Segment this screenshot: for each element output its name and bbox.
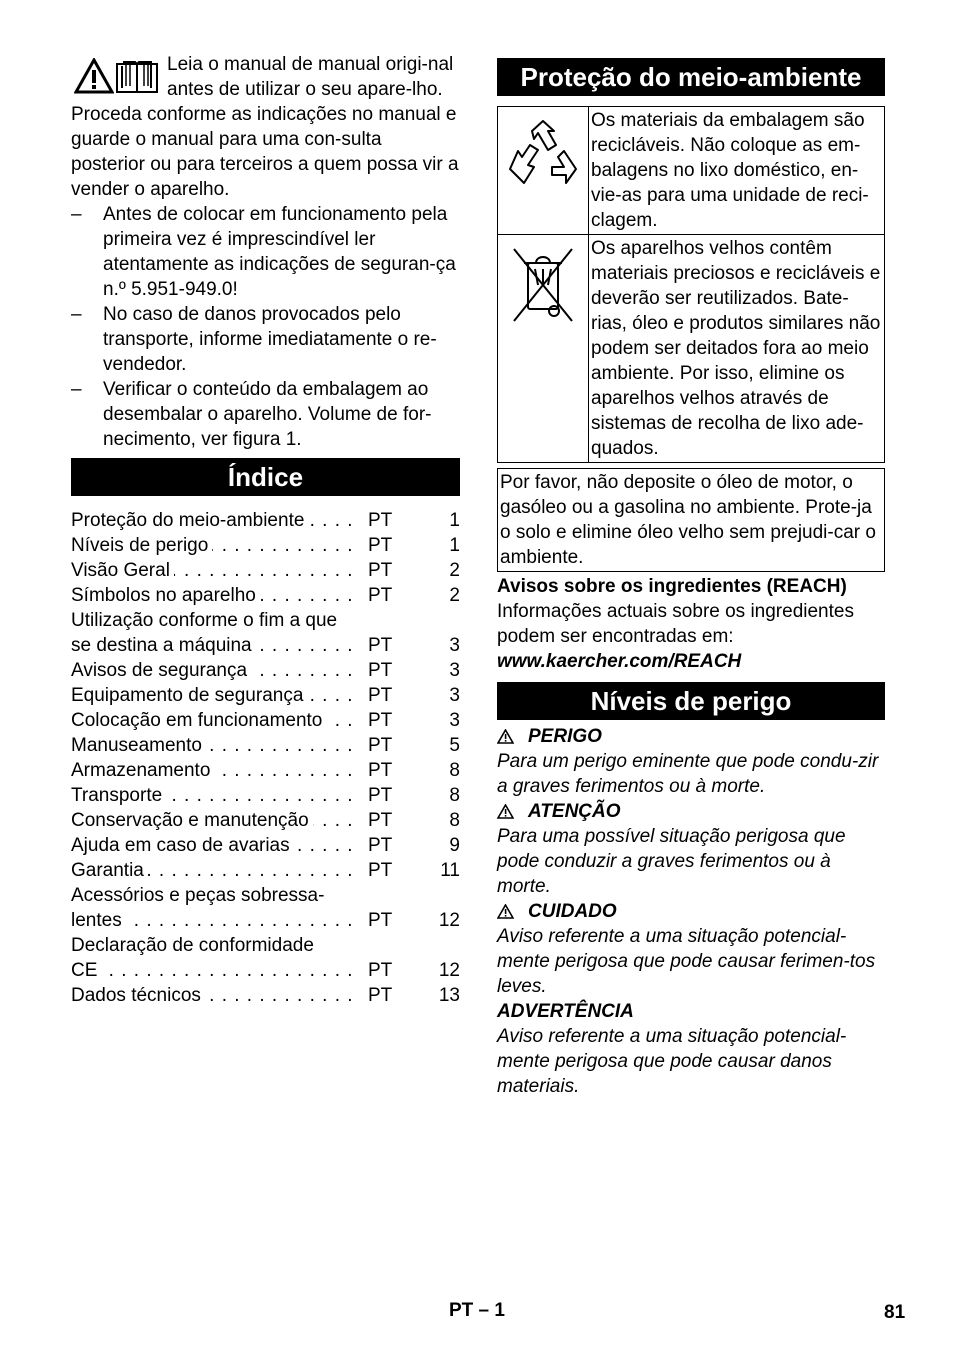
- advert-label: ADVERTÊNCIA: [497, 1001, 634, 1022]
- recycle-text: Os materiais da embalagem são recicláveis. Não coloque as em-balagens no lixo doméstico, en-vie-as para uma unidade de reci-clagem.: [589, 107, 885, 235]
- oil-notice-box: Por favor, não deposite o óleo de motor, o gasóleo ou a gasolina no ambiente. Prote-ja o solo e elimine óleo velho sem prejudi-car o ambiente.: [497, 468, 885, 572]
- environment-table: [497, 106, 885, 463]
- footer-page-number: 81: [884, 1302, 906, 1323]
- list-item: – No caso de danos provocados pelo transporte, informe imediatamente o re-vendedor.: [71, 304, 437, 375]
- manual-book-icon: [115, 58, 159, 94]
- toc-row[interactable]: Proteção do meio-ambiente . . . PT 1: [71, 508, 460, 533]
- intro-section: [71, 52, 460, 452]
- table-row: [498, 235, 885, 463]
- recycle-icon: [504, 117, 582, 195]
- toc-row[interactable]: Dados técnicos . . . PT 13: [71, 983, 460, 1008]
- environment-heading: Proteção do meio-ambiente: [497, 58, 885, 96]
- toc-row[interactable]: Equipamento de segurança . . . PT 3: [71, 683, 460, 708]
- left-column: [71, 52, 460, 1008]
- reach-title: Avisos sobre os ingredientes (REACH): [497, 576, 847, 597]
- right-column: [497, 58, 885, 1099]
- warning-triangle-icon: [497, 804, 514, 819]
- warning-icon: [74, 58, 114, 94]
- toc-row[interactable]: Ajuda em caso de avarias . . . PT 9: [71, 833, 460, 858]
- toc-row[interactable]: Níveis de perigo . . . PT 1: [71, 533, 460, 558]
- intro-paragraph: Leia o manual de manual origi-nal antes de utilizar o seu apare-lho. Proceda conforme as indicações no manual e guarde o manual para uma con-sulta posterior ou para terceiros a quem possa vir a vender o aparelho.: [71, 54, 459, 200]
- list-item: – Antes de colocar em funcionamento pela primeira vez é imprescindível ler atentamente as indicações de seguran-ça n.º 5.951-949.0!: [71, 204, 456, 300]
- reach-link[interactable]: www.kaercher.com/REACH: [497, 651, 742, 672]
- weee-text: Os aparelhos velhos contêm materiais preciosos e recicláveis e deverão ser reutilizados. Bate-rias, óleo e produtos similares não podem ser deitados fora ao meio ambiente. Por isso, elimine os aparelhos velhos através de sistemas de recolha de lixo ade-quados.: [589, 235, 885, 463]
- table-row: [498, 107, 885, 235]
- footer-section-label: PT – 1: [449, 1300, 505, 1321]
- warning-triangle-icon: [497, 729, 514, 744]
- crossed-bin-icon: [510, 245, 576, 325]
- intro-bullets: [71, 202, 460, 452]
- reach-text: Informações actuais sobre os ingredientes podem ser encontradas em:: [497, 601, 854, 647]
- danger-text: Para um perigo eminente que pode condu-zir a graves ferimentos ou à morte.: [497, 751, 879, 797]
- list-item: – Verificar o conteúdo da embalagem ao desembalar o aparelho. Volume de for-necimento, ver figura 1.: [71, 379, 432, 450]
- attention-label: ATENÇÃO: [497, 799, 885, 824]
- toc-row[interactable]: Colocação em funcionamento . . . PT 3: [71, 708, 460, 733]
- intro-icons: [71, 52, 161, 98]
- warning-triangle-icon: [497, 904, 514, 919]
- danger-label: PERIGO: [497, 724, 885, 749]
- toc-row[interactable]: Símbolos no aparelho . . . PT 2: [71, 583, 460, 608]
- toc-heading: Índice: [71, 458, 460, 496]
- toc-row[interactable]: Armazenamento . . . PT 8: [71, 758, 460, 783]
- caution-text: Aviso referente a uma situação potencial-mente perigosa que pode causar ferimen-tos leves.: [497, 926, 876, 997]
- toc-row[interactable]: Avisos de segurança . . . PT 3: [71, 658, 460, 683]
- toc-row[interactable]: Visão Geral . . . PT 2: [71, 558, 460, 583]
- danger-levels-heading: Níveis de perigo: [497, 682, 885, 720]
- table-of-contents: [71, 508, 460, 1008]
- attention-text: Para uma possível situação perigosa que pode conduzir a graves ferimentos ou à morte.: [497, 826, 846, 897]
- advert-text: Aviso referente a uma situação potencial-mente perigosa que pode causar danos materiais.: [497, 1026, 847, 1097]
- toc-row[interactable]: Declaração de conformidade CE . . . PT 12: [71, 933, 460, 983]
- toc-row[interactable]: Transporte . . . PT 8: [71, 783, 460, 808]
- caution-label: CUIDADO: [497, 899, 885, 924]
- toc-row[interactable]: Acessórios e peças sobressa- lentes . . . PT 12: [71, 883, 460, 933]
- toc-row[interactable]: Utilização conforme o fim a que se destina a máquina . . . PT 3: [71, 608, 460, 658]
- toc-row[interactable]: Manuseamento . . . PT 5: [71, 733, 460, 758]
- danger-levels-list: [497, 724, 885, 1099]
- toc-row[interactable]: Garantia . . . PT 11: [71, 858, 460, 883]
- toc-row[interactable]: Conservação e manutenção . . . PT 8: [71, 808, 460, 833]
